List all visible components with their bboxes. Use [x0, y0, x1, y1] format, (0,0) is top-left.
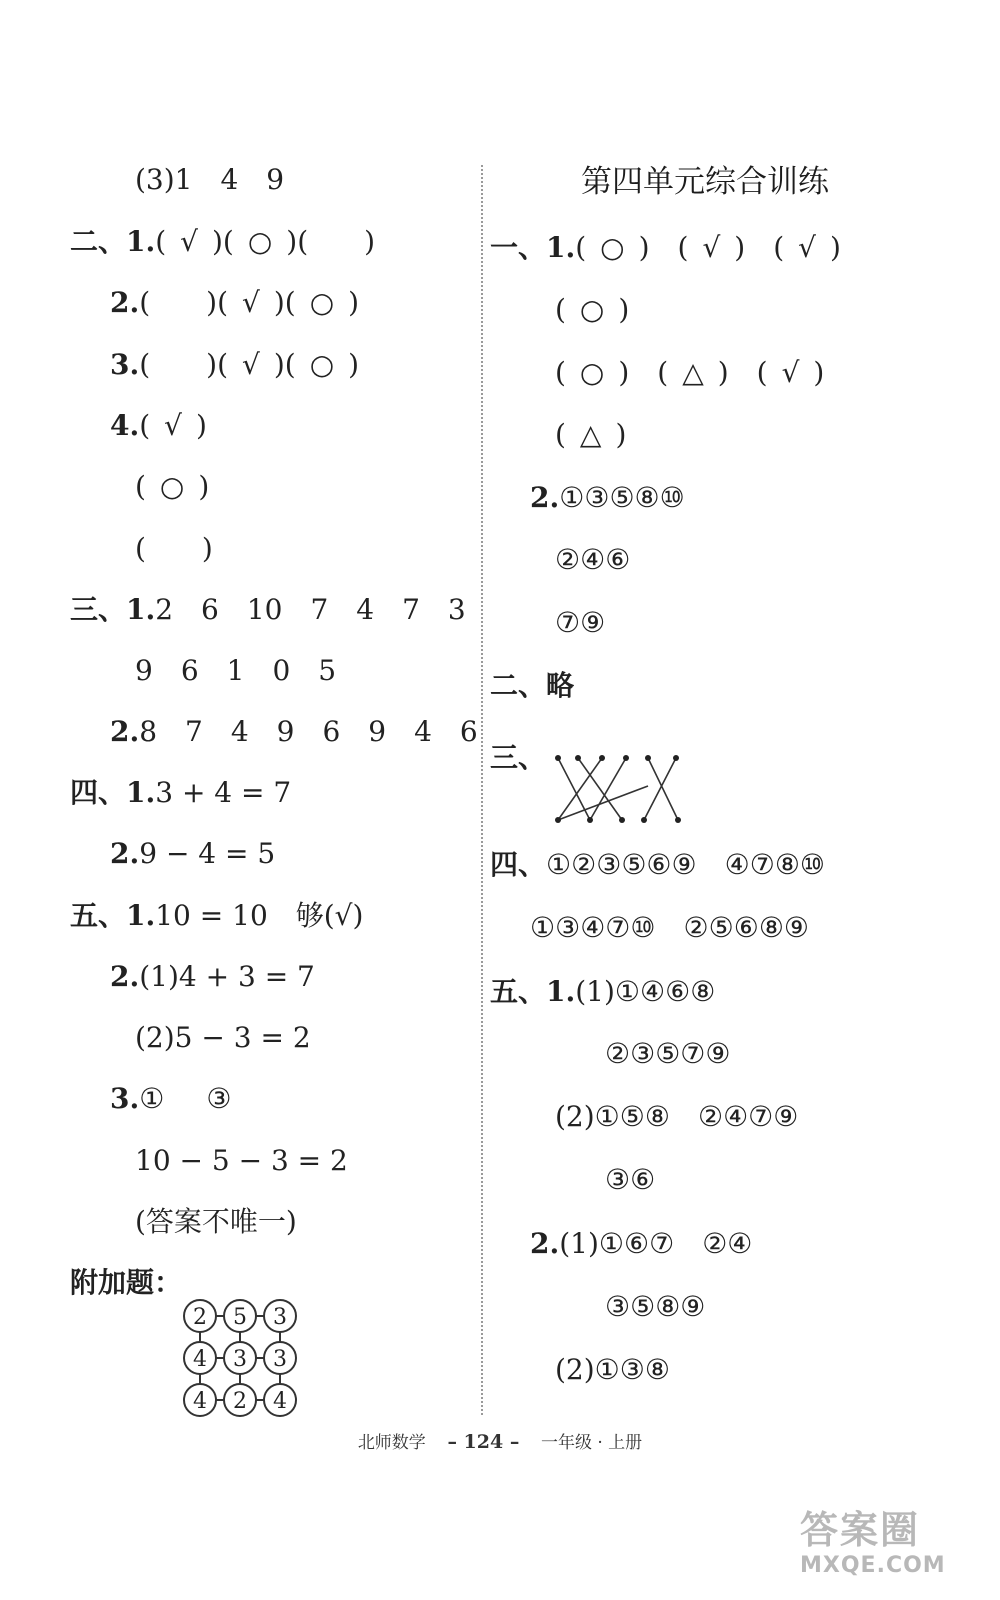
match-dot: [641, 817, 647, 823]
page-footer: [0, 1428, 1000, 1453]
right-line-1: [490, 228, 841, 268]
left-line-16: [110, 1079, 231, 1119]
question-marker: 二、略: [490, 669, 575, 702]
right-line-8: [490, 666, 574, 706]
answer-text: ( )( √ )( ○ ): [139, 286, 360, 319]
question-marker: 二、1.: [70, 225, 156, 258]
answer-text: 9 − 4 = 5: [139, 837, 276, 870]
answer-text: (2)①⑤⑧ ②④⑦⑨: [555, 1100, 799, 1133]
question-marker: 2.: [110, 715, 140, 748]
right-line-9: [490, 738, 546, 778]
answer-text: ③⑤⑧⑨: [605, 1290, 706, 1323]
bonus-label: 附加题：: [70, 1266, 183, 1299]
column-divider: [481, 165, 483, 1415]
question-marker: 3.: [110, 348, 140, 381]
right-line-11: [530, 908, 809, 948]
right-line-10: [490, 845, 825, 885]
question-marker: 五、1.: [70, 899, 156, 932]
answer-text: 9 6 1 0 5: [135, 654, 337, 687]
right-line-6: [555, 540, 630, 580]
question-marker: 四、: [490, 848, 547, 881]
grid-cell-number: 3: [273, 1305, 287, 1330]
answer-text: ①②③⑤⑥⑨ ④⑦⑧⑩: [546, 848, 826, 881]
matching-connector-lines: [558, 758, 678, 820]
answer-text: 3 + 4 = 7: [155, 776, 292, 809]
matching-figure-svg: [548, 752, 688, 828]
left-line-5: [110, 406, 207, 446]
answer-text: ①③⑤⑧⑩: [559, 481, 685, 514]
right-line-17: [605, 1287, 705, 1327]
match-dot: [645, 755, 651, 761]
grid-cell-number: 4: [193, 1389, 207, 1414]
right-line-16: [530, 1224, 752, 1264]
left-line-3: [110, 283, 359, 323]
right-line-7: [555, 603, 605, 643]
grid-cell-number: 2: [193, 1305, 207, 1330]
grid-cell-number: 5: [233, 1305, 247, 1330]
watermark-title: 答案圈: [800, 1508, 921, 1552]
match-dot: [555, 755, 561, 761]
left-line-8: [70, 590, 466, 630]
match-line: [648, 758, 678, 820]
footer-subject: 北师数学: [357, 1433, 426, 1453]
question-marker: 2.: [530, 481, 560, 514]
question-marker: 2.: [110, 286, 140, 319]
right-line-18: [555, 1350, 670, 1390]
right-line-14: [555, 1097, 798, 1137]
answer-text: ( √ )( ○ )( ): [155, 225, 376, 258]
left-line-12: [110, 834, 275, 874]
match-line: [558, 786, 648, 820]
question-marker: 2.: [530, 1227, 560, 1260]
left-line-18: [135, 1202, 297, 1242]
match-dot: [619, 817, 625, 823]
left-line-4: [110, 345, 359, 385]
answer-text: 8 7 4 9 6 9 4 6: [139, 715, 478, 748]
answer-text: (2)①③⑧: [555, 1353, 670, 1386]
right-line-13: [605, 1034, 731, 1074]
answer-text: ( ○ ) ( △ ) ( √ ): [555, 356, 825, 389]
answer-text: ②④⑥: [555, 543, 631, 576]
matching-lines-figure: [548, 752, 688, 828]
grid-cell-number: 4: [193, 1347, 207, 1372]
question-marker: 3.: [110, 1082, 140, 1115]
left-line-1: [135, 160, 284, 200]
match-dot: [555, 817, 561, 823]
grid-cell-number: 3: [273, 1347, 287, 1372]
right-line-5: [530, 478, 685, 518]
question-marker: 四、1.: [70, 776, 156, 809]
left-line-11: [70, 773, 291, 813]
answer-text: ( ○ ): [555, 293, 630, 326]
bonus-number-grid: [180, 1296, 310, 1426]
answer-text: (1)①④⑥⑧: [575, 975, 716, 1008]
answer-text: ( ○ ): [135, 470, 210, 503]
watermark-logo: [800, 1508, 990, 1598]
answer-text: ③⑥: [605, 1163, 656, 1196]
question-marker: 三、: [490, 741, 547, 774]
answer-text: (答案不唯一): [135, 1205, 297, 1238]
answer-text: ( △ ): [555, 418, 627, 451]
answer-text: ⑦⑨: [555, 606, 606, 639]
answer-text: ②③⑤⑦⑨: [605, 1037, 731, 1070]
grid-cell-number: 2: [233, 1389, 247, 1414]
bonus-grid-svg: [180, 1296, 310, 1426]
left-line-10: [110, 712, 478, 752]
match-line: [644, 758, 676, 820]
question-marker: 三、1.: [70, 593, 156, 626]
answer-text: 10 = 10 够(√): [155, 899, 364, 932]
answer-text: (3)1 4 9: [135, 163, 285, 196]
left-line-13: [70, 896, 363, 936]
answer-text: ( √ ): [139, 409, 207, 442]
match-dot: [675, 817, 681, 823]
question-marker: 2.: [110, 960, 140, 993]
left-line-6: [135, 467, 209, 507]
left-line-7: [135, 529, 213, 569]
left-line-9: [135, 651, 336, 691]
watermark-url: MXQE.COM: [800, 1553, 946, 1578]
footer-grade: 一年级 · 上册: [540, 1433, 643, 1453]
answer-text: 2 6 10 7 4 7 3: [155, 593, 466, 626]
answer-text: ( ): [135, 532, 213, 565]
match-dot: [673, 755, 679, 761]
question-marker: 4.: [110, 409, 140, 442]
right-line-15: [605, 1160, 655, 1200]
section-title: 第四单元综合训练: [581, 164, 829, 200]
answer-text: (2)5 − 3 = 2: [135, 1021, 311, 1054]
match-dot: [575, 755, 581, 761]
right-line-2: [555, 290, 629, 330]
left-line-14: [110, 957, 315, 997]
right-line-3: [555, 353, 824, 393]
match-dot: [587, 817, 593, 823]
answer-text: (1)①⑥⑦ ②④: [559, 1227, 753, 1260]
question-marker: 五、1.: [490, 975, 576, 1008]
answer-text: 10 − 5 − 3 = 2: [135, 1144, 348, 1177]
question-marker: 2.: [110, 837, 140, 870]
grid-cell-number: 4: [273, 1389, 287, 1414]
left-line-15: [135, 1018, 311, 1058]
right-line-4: [555, 415, 626, 455]
answer-text: (1)4 + 3 = 7: [139, 960, 315, 993]
left-line-17: [135, 1141, 348, 1181]
right-line-12: [490, 972, 715, 1012]
answer-text: ( )( √ )( ○ ): [139, 348, 360, 381]
match-dot: [623, 755, 629, 761]
answer-text: ① ③: [139, 1082, 232, 1115]
left-line-2: [70, 222, 375, 262]
answer-text: ①③④⑦⑩ ②⑤⑥⑧⑨: [530, 911, 810, 944]
page-number: – 124 –: [447, 1431, 520, 1453]
match-dot: [599, 755, 605, 761]
answer-text: ( ○ ) ( √ ) ( √ ): [575, 231, 841, 264]
question-marker: 一、1.: [490, 231, 576, 264]
grid-cell-number: 3: [233, 1347, 247, 1372]
